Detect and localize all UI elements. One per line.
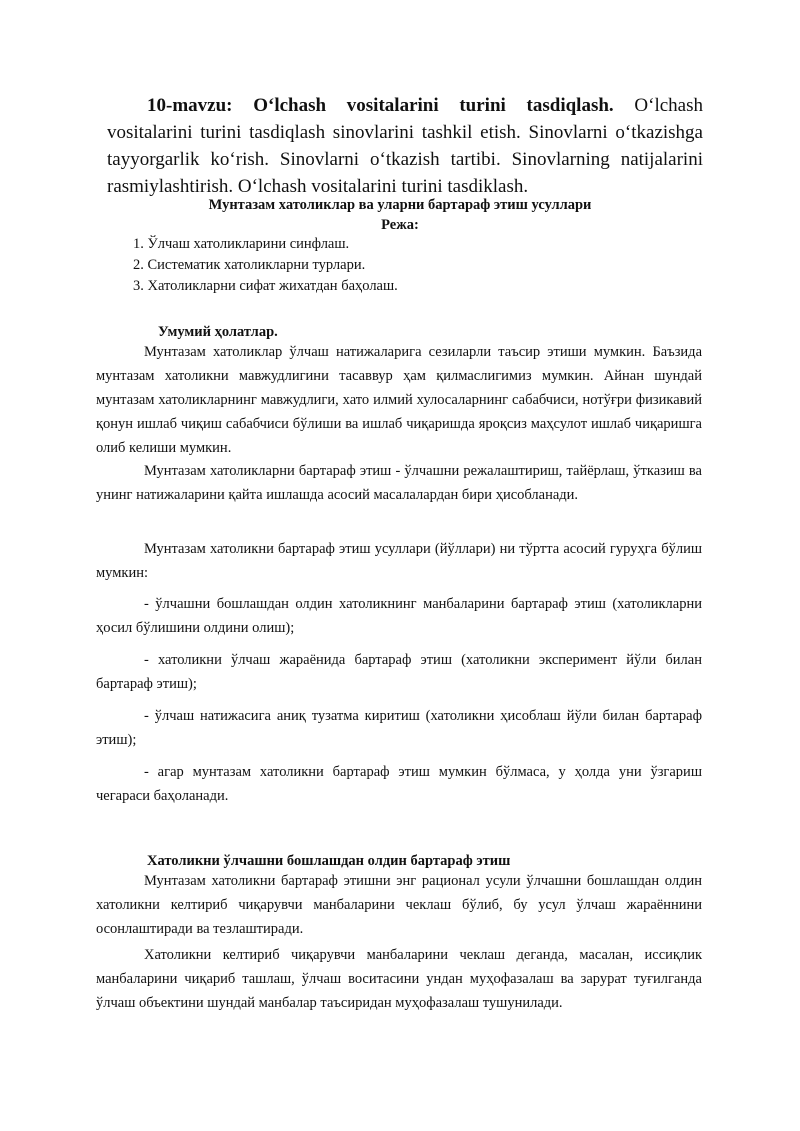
paragraph-text: Мунтазам хатоликларни бартараф этиш - ўлчашни режалаштириш, тайёрлаш, ўтказиш ва унинг натижаларини қайта ишлашда асосий масалалардан бири ҳисобланади. bbox=[96, 463, 702, 503]
paragraph-text: - хатоликни ўлчаш жараёнида бартараф этиш (хатоликни эксперимент йўли билан бартараф этиш); bbox=[96, 652, 702, 692]
plan-item: 2. Систематик хатоликларни турлари. bbox=[133, 257, 366, 273]
paragraph bbox=[96, 648, 702, 696]
plan-list bbox=[133, 234, 398, 297]
paragraph-text: - агар мунтазам хатоликни бартараф этиш мумкин бўлмаса, у ҳолда уни ўзгариш чегараси баҳоланади. bbox=[96, 764, 702, 804]
paragraph bbox=[96, 760, 702, 808]
paragraph bbox=[96, 459, 702, 507]
topic-description: O‘lchash vositalarini turini tasdiqlash sinovlarini tashkil etish. Sinovlarni o‘tkazishga tayyorgarlik ko‘rish. Sinovlarni o‘tkazish tartibi. Sinovlarning natijalarini rasmiylashtirish. O‘lchash vositalarini turini tasdiklash. bbox=[107, 95, 703, 197]
paragraph bbox=[96, 704, 702, 752]
section-title: Мунтазам хатоликлар ва уларни бартараф этиш усуллари bbox=[208, 197, 592, 213]
plan-title: Режа: bbox=[381, 217, 419, 233]
plan-item: 3. Хатоликларни сифат жихатдан баҳолаш. bbox=[133, 278, 398, 294]
paragraph bbox=[96, 943, 702, 1015]
paragraph-text: Хатоликни келтириб чиқарувчи манбаларини чеклаш деганда, масалан, иссиқлик манбаларини чиқариб ташлаш, ўлчаш воситасини ундан муҳофазалаш ва зарурат туғилганда ўлчаш объектини шундай манбалар таъсиридан муҳофазалаш тушунилади. bbox=[96, 947, 702, 1011]
paragraph-text: - ўлчаш натижасига аниқ тузатма киритиш (хатоликни ҳисоблаш йўли билан бартараф этиш); bbox=[96, 708, 702, 748]
paragraph bbox=[96, 592, 702, 640]
paragraph bbox=[96, 869, 702, 941]
section-heading-elimination: Хатоликни ўлчашни бошлашдан олдин бартараф этиш bbox=[147, 853, 511, 869]
paragraph bbox=[96, 537, 702, 585]
section-heading-general: Умумий ҳолатлар. bbox=[158, 324, 278, 340]
paragraph bbox=[96, 340, 702, 460]
paragraph-text: - ўлчашни бошлашдан олдин хатоликнинг манбаларини бартараф этиш (хатоликларни ҳосил бўлишини олдини олиш); bbox=[96, 596, 702, 636]
topic-intro bbox=[107, 92, 703, 200]
topic-title: 10-mavzu: O‘lchash vositalarini turini tasdiqlash. bbox=[147, 95, 614, 116]
plan-item: 1. Ўлчаш хатоликларини синфлаш. bbox=[133, 236, 350, 252]
paragraph-text: Мунтазам хатоликни бартараф этиш усуллари (йўллари) ни тўртта асосий гуруҳга бўлиш мумкин: bbox=[96, 541, 702, 581]
paragraph-text: Мунтазам хатоликлар ўлчаш натижаларига сезиларли таъсир этиши мумкин. Баъзида мунтазам хатоликни мавжудлигини тасаввур ҳам қилмаслигимиз мумкин. Айнан шундай мунтазам хатоликларнинг мавжудлиги, хато илмий хулосаларнинг сабабчиси, нотўғри физикавий қонун ишлаб чиқиш сабабчиси бўлиши ва ишлаб чиқаришда яроқсиз маҳсулот ишлаб чиқаришга олиб келиши мумкин. bbox=[96, 344, 702, 456]
paragraph-text: Мунтазам хатоликни бартараф этишни энг рационал усули ўлчашни бошлашдан олдин хатоликни келтириб чиқарувчи манбаларини чеклаш бўлиб, бу усул ўлчаш жараённини осонлаштиради ва тезлаштиради. bbox=[96, 873, 702, 937]
